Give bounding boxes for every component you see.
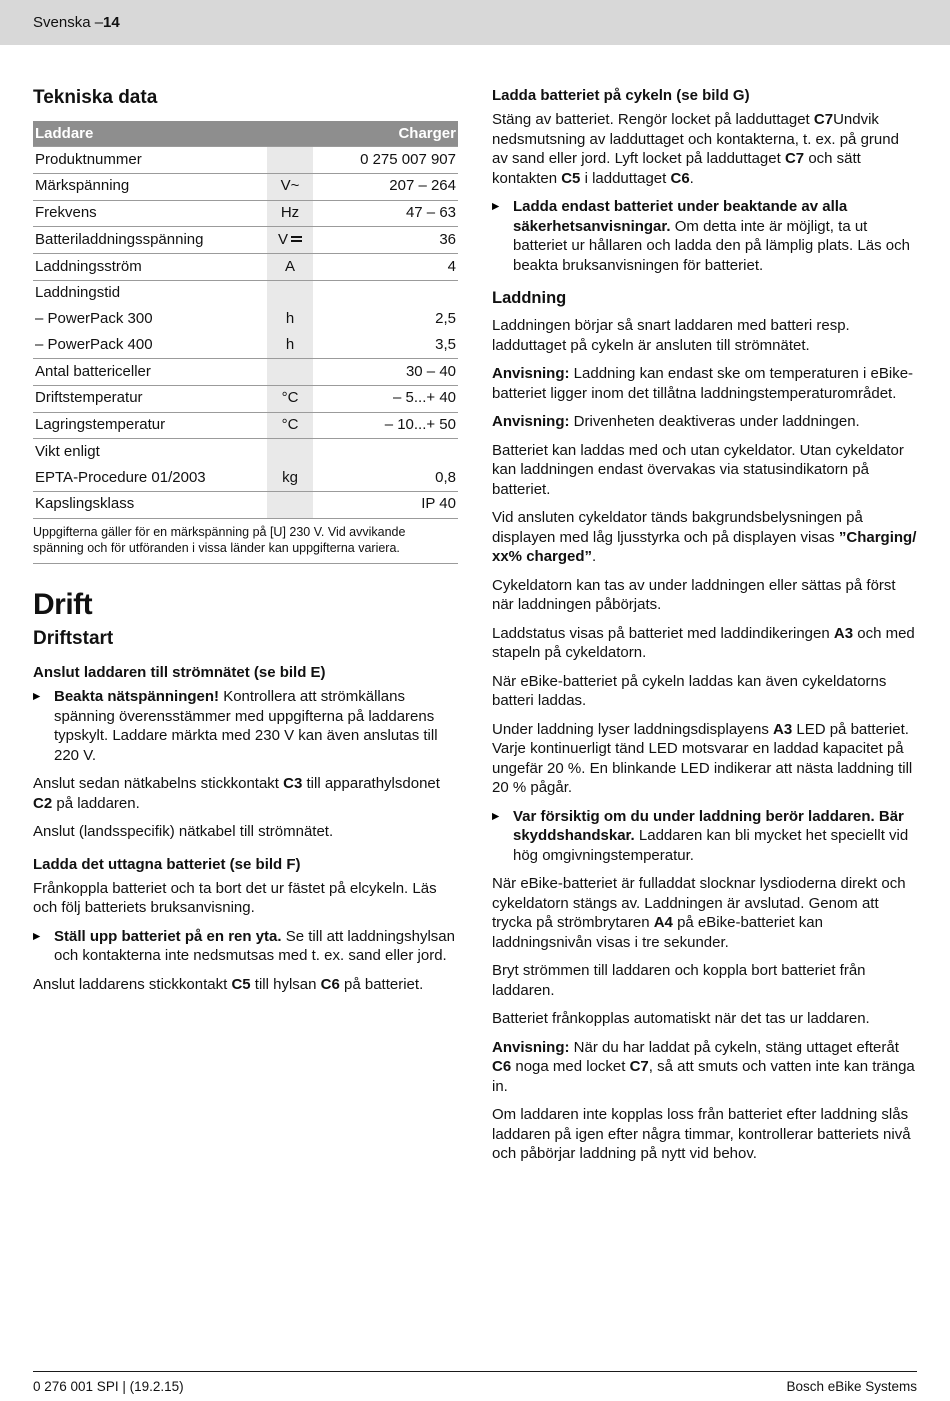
text-run: Anslut laddarens stickkontakt	[33, 975, 232, 993]
heading: Laddning	[492, 289, 567, 307]
table-value-cell: 3,5	[435, 335, 456, 353]
table-value-cell: 0,8	[435, 468, 456, 486]
table-label-cell: Laddningstid	[35, 284, 121, 302]
text-run: och sätt kontakten	[492, 150, 861, 187]
table-value-cell: – 5...+ 40	[393, 389, 456, 407]
page-header-bar	[0, 0, 950, 45]
table-line	[33, 332, 458, 358]
text-run: Batteriet frånkopplas automatiskt när det tas ur laddaren.	[492, 1010, 870, 1027]
paragraph	[492, 441, 917, 500]
table-label-cell: EPTA-Procedure 01/2003	[35, 468, 206, 486]
bold-text-run: C6	[670, 169, 690, 187]
table-label-cell: Kapslingsklass	[35, 495, 135, 513]
subheading: Ladda batteriet på cykeln (se bild G)	[492, 87, 750, 104]
paragraph	[33, 774, 458, 813]
table-label-cell: Frekvens	[35, 204, 97, 221]
bold-text-run: C3	[283, 775, 303, 793]
table-unit-cell: °C	[267, 413, 313, 439]
tech-data-table	[33, 121, 458, 564]
table-label-cell: Lagringstemperatur	[35, 416, 166, 433]
dc-solid-line	[291, 236, 302, 238]
table-line	[33, 359, 458, 385]
header-language-label: Svenska –	[33, 14, 104, 31]
bold-text-run: A3	[833, 624, 854, 642]
footer-brand: Bosch eBike Systems	[786, 1379, 917, 1394]
heading: Tekniska data	[33, 87, 158, 108]
table-value-cell: 207 – 264	[389, 177, 456, 195]
bold-text-run: C5	[561, 169, 581, 187]
table-value-cell: – 10...+ 50	[384, 416, 456, 433]
table-line	[33, 201, 458, 227]
table-line	[33, 465, 458, 491]
table-unit-cell: Hz	[267, 201, 313, 227]
bold-text-run: C7	[629, 1058, 649, 1075]
text-run: till hylsan	[250, 975, 321, 993]
table-value-cell: 36	[439, 230, 456, 248]
bullet-text	[54, 927, 458, 966]
text-run: Se till att laddningshylsan och kontakterna inte nedsmutsas med t. ex. sand eller jord.	[54, 927, 455, 965]
table-line	[33, 386, 458, 412]
table-value-cell: 0 275 007 907	[360, 150, 456, 168]
text-run: När eBike-batteriet är fulladdat slocknar lysdioderna direkt och cykeldatorn stängs av. Laddningen är avslutad. Genom att trycka på strömbrytaren	[492, 875, 906, 931]
paragraph	[492, 1105, 917, 1164]
text-run: på laddaren.	[52, 794, 140, 812]
table-row	[33, 280, 458, 358]
table-label-cell: – PowerPack 400	[35, 335, 153, 353]
table-line	[33, 413, 458, 439]
bold-text-run: Beakta nätspänningen!	[54, 688, 224, 706]
bullet-item	[492, 197, 917, 275]
paragraph	[33, 975, 458, 995]
table-row	[33, 491, 458, 518]
paragraph	[492, 961, 917, 1000]
table-unit-cell: A	[267, 254, 313, 280]
table-unit-cell: h	[267, 307, 313, 333]
paragraph	[492, 364, 917, 403]
paragraph	[492, 624, 917, 663]
text-run: noga med locket	[511, 1058, 630, 1075]
paragraph	[492, 576, 917, 615]
bullet-item	[33, 687, 458, 765]
bold-text-run: C7	[813, 111, 834, 128]
paragraph	[492, 412, 917, 432]
table-unit-cell	[267, 147, 313, 173]
table-value-cell	[313, 439, 458, 465]
table-label-cell: – PowerPack 300	[35, 310, 153, 327]
text-run: Om laddaren inte kopplas loss från batteriet efter laddning slås laddaren på igen efter några timmar, kontrollerar batteriets nivå och påbörjar laddning på nytt vid behov.	[492, 1106, 911, 1162]
text-run: Om detta inte är möjligt, ta ut batteriet ur hållaren och ladda den på lämplig plats. Läs och beakta bruksanvisningen för batteriet.	[513, 217, 910, 274]
paragraph	[33, 822, 458, 842]
table-line	[33, 307, 458, 333]
left-column	[33, 87, 458, 1173]
table-value-cell: 47 – 63	[405, 204, 456, 221]
table-row	[33, 173, 458, 200]
bold-text-run: C6	[492, 1058, 512, 1075]
text-run: .	[592, 548, 597, 565]
header-page-number: 14	[103, 14, 120, 31]
subheading: Ladda det uttagna batteriet (se bild F)	[33, 855, 301, 873]
text-run: LED på batteriet. Varje kontinuerligt tänd LED motsvarar en laddad kapacitet på ungefär 20 %. En blinkande LED indikerar att nästa laddning till 20 % pågår.	[492, 720, 913, 796]
bold-text-run: Anvisning:	[492, 1038, 574, 1056]
paragraph	[492, 720, 917, 798]
text-run: Laddningen börjar så snart laddaren med batteri resp. ladduttaget på cykeln är ansluten till strömnätet.	[492, 317, 850, 354]
table-label-cell: Vikt enligt	[35, 442, 100, 460]
bold-text-run: C5	[231, 975, 251, 993]
table-line	[33, 227, 458, 253]
bold-text-run: Anvisning:	[492, 413, 574, 430]
table-value-cell: 4	[447, 257, 456, 275]
text-run: När eBike-batteriet på cykeln laddas kan även cykeldatorns batteri laddas.	[492, 672, 887, 709]
bold-text-run: Var försiktig om du under laddning berör laddaren. Bär skyddshandskar.	[513, 807, 904, 844]
bullet-arrow-icon: ▶	[33, 691, 41, 703]
footer-document-number: 0 276 001 SPI | (19.2.15)	[33, 1379, 184, 1394]
table-value-cell: 30 – 40	[405, 362, 456, 380]
text-run: Batteriet kan laddas med och utan cykeldator. Utan cykeldator kan laddningen endast övervakas via statusindikatorn på batteriet.	[492, 441, 904, 498]
table-label-cell: Laddningsström	[35, 257, 142, 275]
table-line	[33, 439, 458, 465]
paragraph	[492, 874, 917, 952]
table-header-right: Charger	[398, 125, 456, 142]
right-column	[492, 87, 917, 1173]
table-unit-cell: h	[267, 332, 313, 358]
bold-text-run: C7	[784, 150, 805, 167]
table-header-row	[33, 121, 458, 146]
table-unit-cell: kg	[267, 465, 313, 491]
bullet-text	[513, 807, 917, 866]
table-unit-cell	[267, 492, 313, 518]
table-row	[33, 412, 458, 439]
table-unit-cell	[267, 439, 313, 465]
text-run: Under laddning lyser laddningsdisplayens	[492, 720, 774, 738]
table-row	[33, 358, 458, 385]
bold-text-run: A4	[653, 914, 673, 931]
bold-text-run: ”Charging/ xx% charged”	[492, 528, 917, 565]
text-run: Anslut sedan nätkabelns stickkontakt	[33, 775, 284, 793]
paragraph	[492, 508, 917, 567]
table-label-cell: Batteriladdningsspänning	[35, 230, 204, 248]
content-area	[0, 45, 950, 1173]
bullet-arrow-icon: ▶	[33, 930, 41, 942]
table-unit-cell	[267, 359, 313, 385]
text-run: Laddstatus visas på batteriet med laddindikeringen	[492, 624, 834, 642]
table-row	[33, 200, 458, 227]
table-line	[33, 147, 458, 173]
table-row	[33, 438, 458, 491]
text-run: till apparathylsdonet	[302, 775, 440, 793]
table-unit-cell	[267, 281, 313, 307]
table-line	[33, 492, 458, 518]
bold-text-run: C6	[320, 975, 340, 993]
table-unit-cell: °C	[267, 386, 313, 412]
bullet-arrow-icon: ▶	[492, 810, 500, 822]
table-footnote: Uppgifterna gäller för en märkspänning på [U] 230 V. Vid avvikande spänning och för utföranden i vissa länder kan uppgifterna variera.	[33, 518, 458, 565]
text-run: Kontrollera att strömkällans spänning överensstämmer med uppgifterna på laddarens typskylt. Laddare märkta med 230 V kan även anslutas till 220 V.	[54, 688, 438, 764]
paragraph	[492, 1009, 917, 1029]
text-run: Undvik nedsmutsning av ladduttaget och kontakterna, t. ex. på grund av sand eller jord. Lyft locket på ladduttaget	[492, 111, 899, 167]
table-header-unit	[267, 121, 313, 146]
dc-dashed-line	[291, 240, 302, 242]
table-label-cell: Produktnummer	[35, 150, 142, 168]
table-row	[33, 385, 458, 412]
text-run: .	[689, 169, 694, 187]
bullet-text	[513, 197, 917, 275]
text-run: Bryt strömmen till laddaren och koppla bort batteriet från laddaren.	[492, 962, 866, 999]
text-run: Anslut (landsspecifik) nätkabel till strömnätet.	[33, 823, 334, 841]
dc-current-icon	[291, 236, 302, 242]
text-run: Laddaren kan bli mycket het speciellt vid hög omgivningstemperatur.	[513, 827, 909, 864]
bold-text-run: Anvisning:	[492, 365, 574, 382]
paragraph	[33, 879, 458, 918]
bold-text-run: C2	[33, 794, 53, 812]
table-unit-cell: V	[267, 227, 313, 253]
text-run: , så att smuts och vatten inte kan tränga in.	[492, 1058, 915, 1095]
heading: Drift	[33, 588, 93, 622]
table-value-cell: IP 40	[421, 495, 456, 513]
text-run: i ladduttaget	[580, 169, 671, 187]
table-line	[33, 281, 458, 307]
text-run: Drivenheten deaktiveras under laddningen.	[573, 413, 860, 430]
table-row	[33, 226, 458, 253]
text-run: Frånkoppla batteriet och ta bort det ur fästet på elcykeln. Läs och följ batteriets bruksanvisning.	[33, 879, 437, 917]
table-line	[33, 254, 458, 280]
table-unit-cell: V~	[267, 174, 313, 200]
bold-text-run: Ladda endast batteriet under beaktande av alla säkerhetsanvisningar.	[513, 198, 848, 235]
text-run: på batteriet.	[339, 975, 424, 993]
table-label-cell: Antal battericeller	[35, 362, 151, 380]
paragraph	[492, 316, 917, 355]
bullet-text	[54, 687, 458, 765]
paragraph	[492, 110, 917, 188]
table-value-cell: 2,5	[435, 310, 456, 327]
text-run: Stäng av batteriet. Rengör locket på ladduttaget	[492, 111, 814, 128]
table-row	[33, 146, 458, 173]
bullet-item	[33, 927, 458, 966]
paragraph	[492, 672, 917, 711]
text-run: När du har laddat på cykeln, stäng uttaget efteråt	[573, 1038, 899, 1056]
bold-text-run: A3	[773, 720, 793, 738]
bullet-item	[492, 807, 917, 866]
table-value-cell	[313, 281, 458, 307]
paragraph	[492, 1038, 917, 1097]
text-run: och med stapeln på cykeldatorn.	[492, 624, 915, 661]
text-run: Laddning kan endast ske om temperaturen i eBike-batteriet ligger inom det tillåtna laddningstemperaturområdet.	[492, 365, 914, 402]
text-run: på eBike-batteriet kan laddningsnivån visas i tre sekunder.	[492, 914, 823, 951]
table-label-cell: Märkspänning	[35, 177, 130, 195]
bold-text-run: Ställ upp batteriet på en ren yta.	[54, 927, 286, 945]
table-row	[33, 253, 458, 280]
text-run: Vid ansluten cykeldator tänds bakgrundsbelysningen på displayen med låg ljusstyrka och på displayen visas	[492, 509, 863, 546]
table-header-left: Laddare	[35, 125, 94, 142]
text-run: Cykeldatorn kan tas av under laddningen eller sättas på först när laddningen påbörjats.	[492, 576, 896, 613]
page-footer	[33, 1371, 917, 1394]
bullet-arrow-icon: ▶	[492, 201, 500, 212]
table-label-cell: Driftstemperatur	[35, 389, 143, 407]
table-line	[33, 174, 458, 200]
heading: Driftstart	[33, 628, 114, 650]
subheading: Anslut laddaren till strömnätet (se bild E)	[33, 664, 326, 682]
